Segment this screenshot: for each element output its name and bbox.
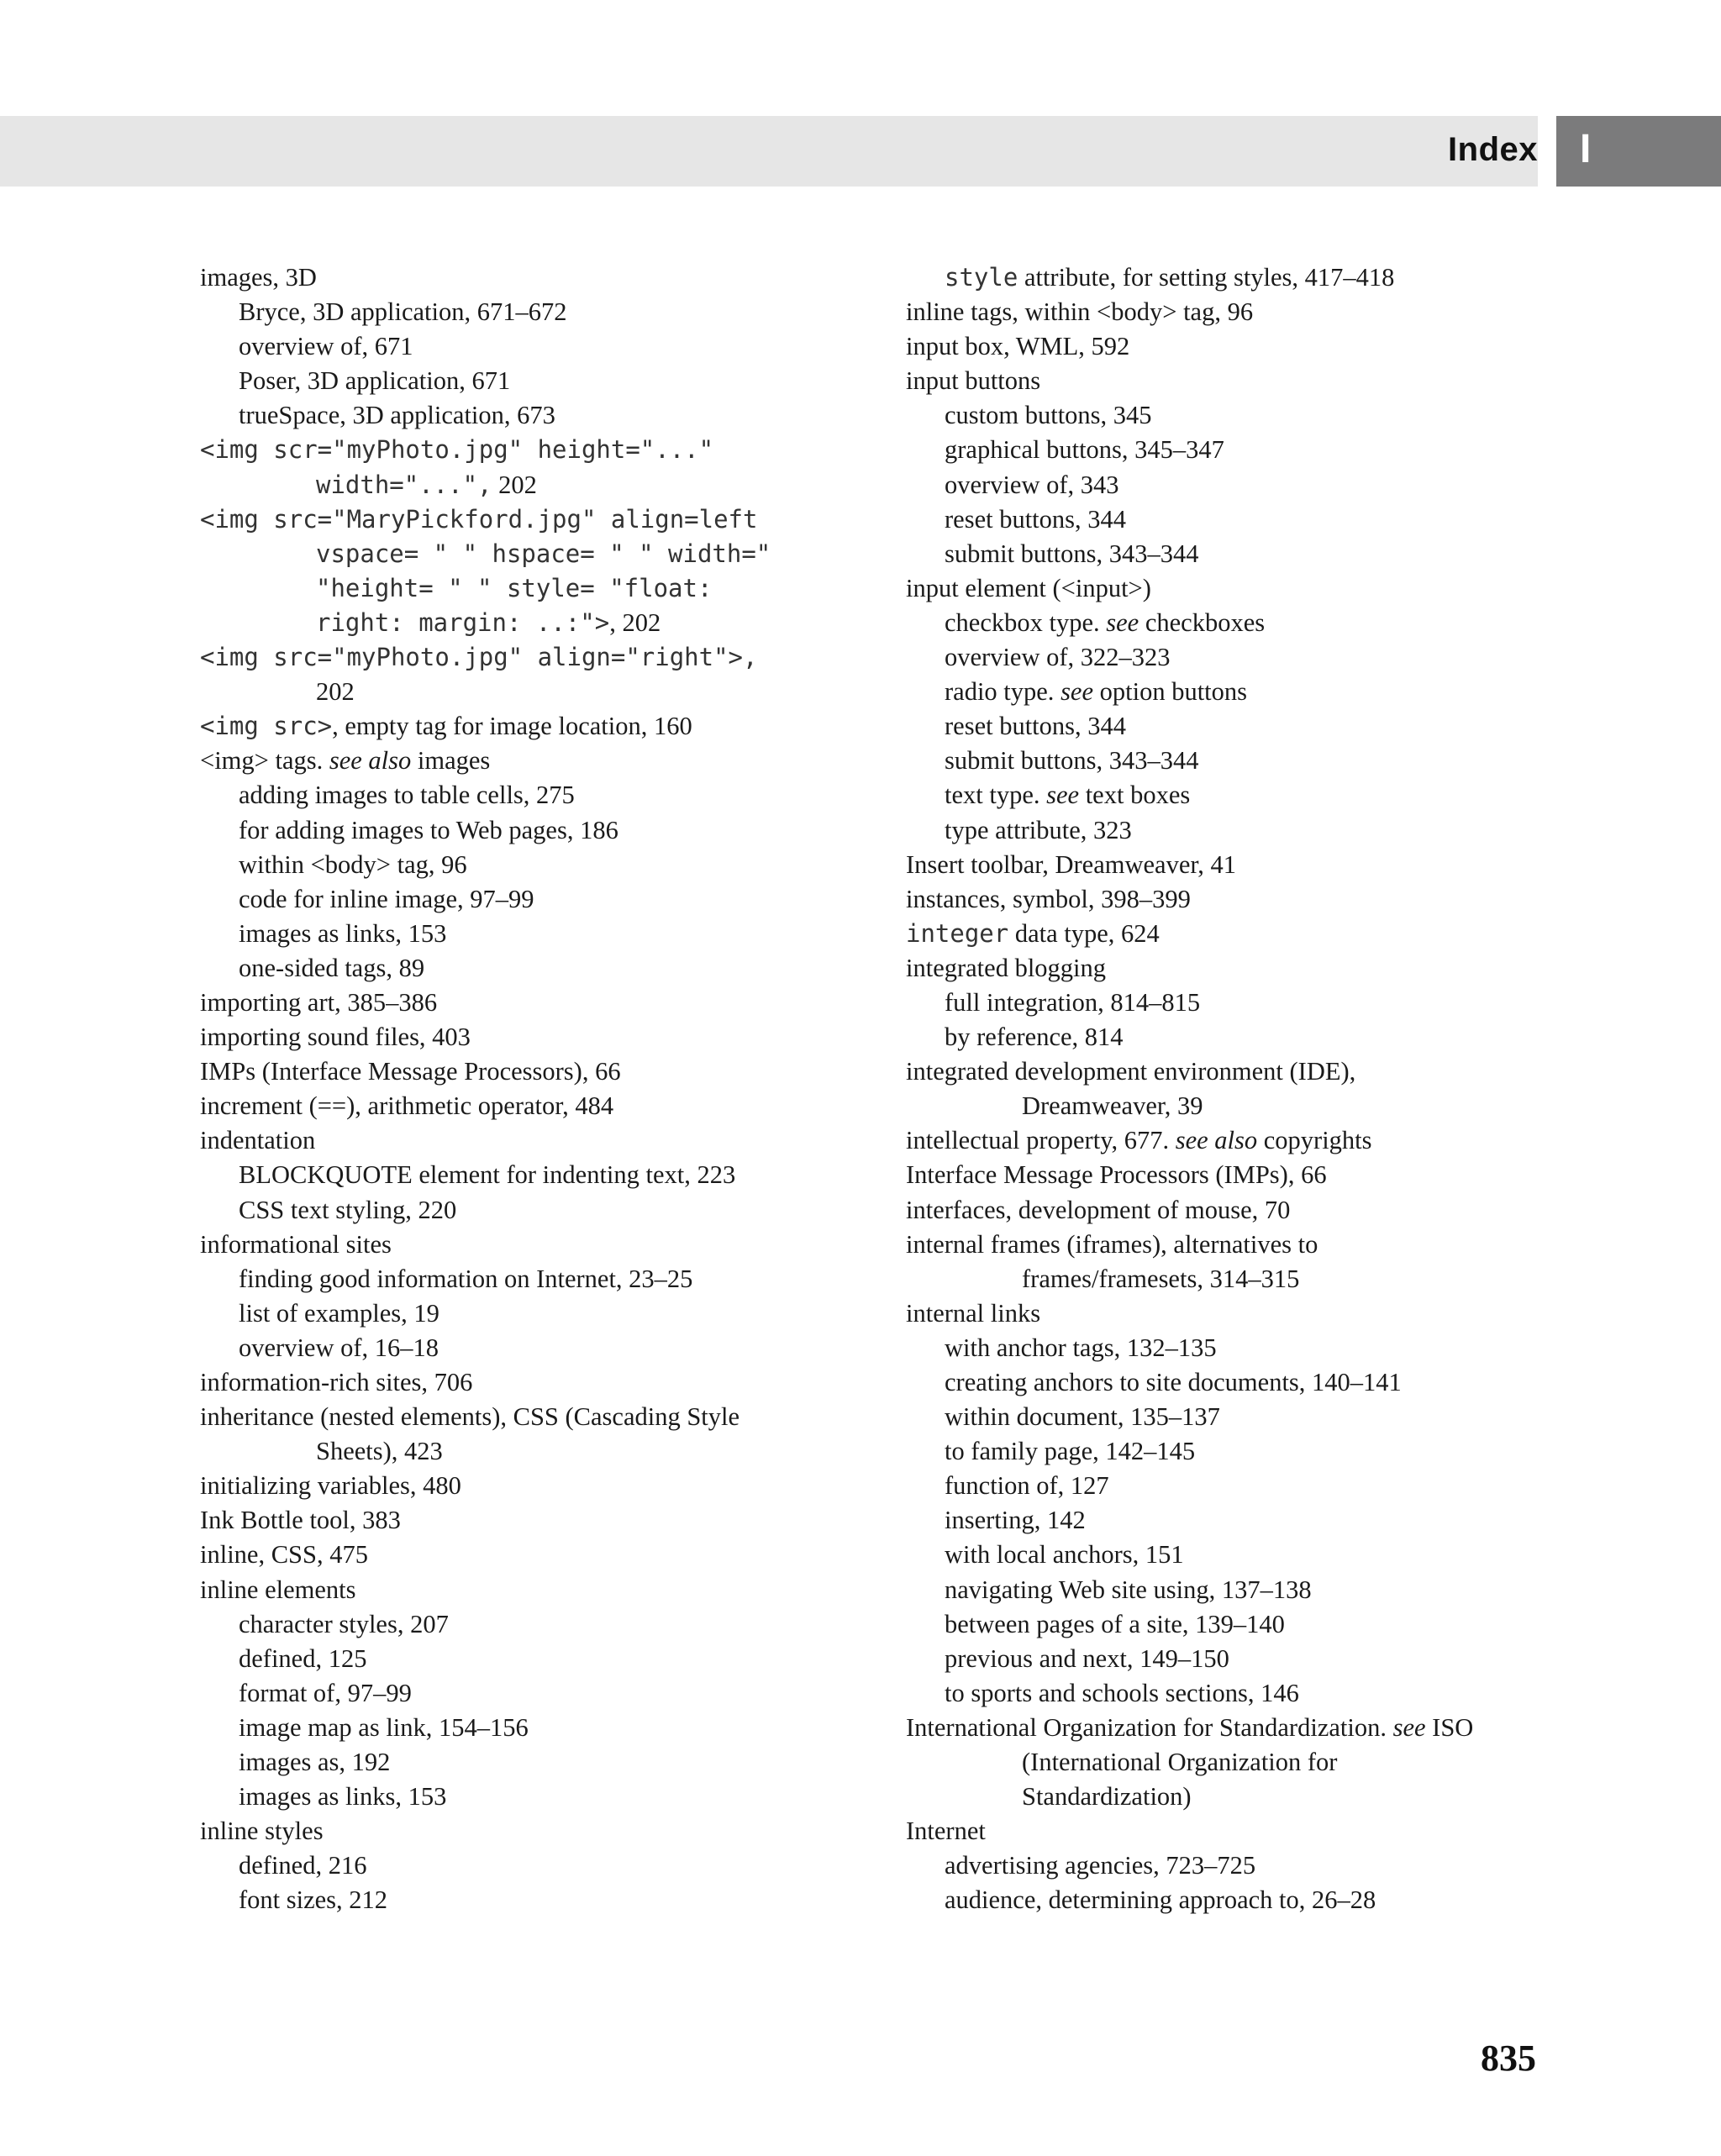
index-subentry: between pages of a site, 139–140 bbox=[945, 1609, 1285, 1638]
index-subentry: Poser, 3D application, 671 bbox=[239, 366, 511, 396]
index-entry bbox=[200, 709, 889, 744]
index-entry bbox=[200, 433, 889, 467]
index-column-right bbox=[906, 260, 1545, 1918]
index-entry: inline, CSS, 475 bbox=[200, 1540, 368, 1570]
entry-text: intellectual property, 677. bbox=[906, 1126, 1176, 1155]
index-subentry: defined, 125 bbox=[239, 1643, 367, 1673]
see-ref: see bbox=[1046, 781, 1080, 810]
index-subentry: BLOCKQUOTE element for indenting text, 223 bbox=[239, 1160, 736, 1190]
index-subentry: adding images to table cells, 275 bbox=[239, 781, 575, 810]
entry-text: , 202 bbox=[609, 607, 661, 637]
index-subentry: images as links, 153 bbox=[239, 1782, 447, 1812]
index-subentry: audience, determining approach to, 26–28 bbox=[945, 1885, 1376, 1915]
index-entry-continuation: frames/framesets, 314–315 bbox=[1022, 1264, 1300, 1293]
index-subentry: creating anchors to site documents, 140–141 bbox=[945, 1368, 1402, 1396]
entry-text: attribute, for setting styles, 417–418 bbox=[1018, 263, 1395, 292]
index-subentry: graphical buttons, 345–347 bbox=[945, 435, 1224, 465]
index-entry: increment (==), arithmetic operator, 484 bbox=[200, 1091, 614, 1121]
index-subentry: defined, 216 bbox=[239, 1851, 367, 1880]
index-subentry: reset buttons, 344 bbox=[945, 504, 1127, 534]
index-subentry: full integration, 814–815 bbox=[945, 987, 1201, 1017]
index-subentry: overview of, 322–323 bbox=[945, 643, 1171, 672]
entry-text: data type, 624 bbox=[1008, 918, 1160, 948]
entry-text: text boxes bbox=[1079, 781, 1191, 810]
index-subentry: advertising agencies, 723–725 bbox=[945, 1851, 1256, 1880]
entry-text: , empty tag for image location, 160 bbox=[332, 712, 692, 741]
index-subentry: character styles, 207 bbox=[239, 1609, 449, 1638]
index-entry: interfaces, development of mouse, 70 bbox=[906, 1195, 1291, 1224]
index-subentry: with anchor tags, 132–135 bbox=[945, 1333, 1217, 1362]
section-letter-tab bbox=[1556, 116, 1721, 187]
index-entry: inline styles bbox=[200, 1817, 324, 1846]
index-entry: inline elements bbox=[200, 1575, 356, 1604]
index-entry-continuation bbox=[200, 571, 889, 606]
index-entry: input element (<input>) bbox=[906, 573, 1151, 602]
index-subentry: previous and next, 149–150 bbox=[945, 1643, 1229, 1673]
code-term: vspace= " " hspace= " " width=" bbox=[316, 539, 771, 568]
index-entry: importing sound files, 403 bbox=[200, 1023, 471, 1052]
index-entry-continuation bbox=[200, 537, 889, 571]
index-subentry: overview of, 343 bbox=[945, 470, 1119, 499]
entry-text: International Organization for Standardization. bbox=[906, 1712, 1393, 1742]
index-entry-continuation bbox=[200, 606, 889, 640]
index-entry: Ink Bottle tool, 383 bbox=[200, 1506, 401, 1535]
entry-text: 202 bbox=[492, 470, 537, 499]
index-subentry: images as, 192 bbox=[239, 1748, 391, 1777]
index-subentry: with local anchors, 151 bbox=[945, 1540, 1184, 1570]
index-entry-continuation bbox=[200, 468, 889, 502]
page-number: 835 bbox=[1481, 2038, 1536, 2079]
index-subentry: type attribute, 323 bbox=[945, 815, 1132, 844]
index-entry bbox=[200, 502, 889, 537]
index-entry: integrated blogging bbox=[906, 953, 1107, 982]
index-subentry: overview of, 16–18 bbox=[239, 1333, 439, 1362]
index-entry: internal frames (iframes), alternatives to bbox=[906, 1229, 1318, 1259]
index-subentry: within <body> tag, 96 bbox=[239, 849, 467, 879]
index-entry: importing art, 385–386 bbox=[200, 987, 438, 1017]
index-subentry: code for inline image, 97–99 bbox=[239, 884, 534, 913]
entry-text: ISO bbox=[1425, 1712, 1474, 1742]
index-subentry: finding good information on Internet, 23–25 bbox=[239, 1264, 693, 1293]
see-ref: see bbox=[1060, 677, 1094, 707]
index-subentry: submit buttons, 343–344 bbox=[945, 746, 1199, 776]
index-entry-continuation: Standardization) bbox=[1022, 1782, 1192, 1812]
entry-text: text type. bbox=[945, 781, 1047, 810]
index-entry bbox=[906, 917, 1545, 951]
index-entry: Interface Message Processors (IMPs), 66 bbox=[906, 1160, 1327, 1190]
index-entry: input buttons bbox=[906, 366, 1041, 396]
header-band bbox=[0, 116, 1538, 187]
index-subentry: list of examples, 19 bbox=[239, 1298, 439, 1328]
index-entry: internal links bbox=[906, 1298, 1041, 1328]
index-subentry bbox=[906, 778, 1545, 812]
index-entry: informational sites bbox=[200, 1229, 392, 1259]
entry-text: checkboxes bbox=[1139, 607, 1266, 637]
index-subentry: to sports and schools sections, 146 bbox=[945, 1678, 1299, 1707]
entry-text: images bbox=[411, 746, 491, 776]
index-subentry: overview of, 671 bbox=[239, 332, 413, 361]
code-term: <img src> bbox=[200, 712, 333, 741]
index-entry bbox=[200, 640, 889, 675]
section-title: Index bbox=[1448, 131, 1538, 168]
index-entry: instances, symbol, 398–399 bbox=[906, 884, 1191, 913]
entry-text: <img> tags. bbox=[200, 746, 329, 776]
index-subentry: by reference, 814 bbox=[945, 1023, 1124, 1052]
index-subentry: CSS text styling, 220 bbox=[239, 1195, 457, 1224]
code-term: integer bbox=[906, 918, 1009, 948]
code-term: right: margin: ..:"> bbox=[316, 607, 610, 637]
index-subentry: within document, 135–137 bbox=[945, 1402, 1220, 1432]
code-term: <img scr="myPhoto.jpg" height="..." bbox=[200, 435, 714, 465]
index-entry: information-rich sites, 706 bbox=[200, 1368, 473, 1396]
section-letter: I bbox=[1580, 127, 1592, 171]
index-subentry bbox=[906, 260, 1545, 295]
code-term: "height= " " style= "float: bbox=[316, 573, 713, 602]
code-term: <img src="myPhoto.jpg" align="right">, bbox=[200, 643, 758, 672]
index-subentry: image map as link, 154–156 bbox=[239, 1712, 529, 1742]
see-ref: see bbox=[1106, 607, 1139, 637]
index-entry bbox=[200, 744, 889, 778]
index-entry-continuation: Sheets), 423 bbox=[316, 1437, 443, 1466]
index-entry: Insert toolbar, Dreamweaver, 41 bbox=[906, 849, 1237, 879]
entry-text: checkbox type. bbox=[945, 607, 1107, 637]
code-term: width="...", bbox=[316, 470, 492, 499]
see-ref: see bbox=[1392, 1712, 1426, 1742]
entry-text: copyrights bbox=[1257, 1126, 1372, 1155]
index-subentry: one-sided tags, 89 bbox=[239, 953, 425, 982]
index-subentry: submit buttons, 343–344 bbox=[945, 539, 1199, 568]
index-column-left bbox=[200, 260, 889, 1918]
index-subentry: trueSpace, 3D application, 673 bbox=[239, 401, 555, 430]
index-subentry bbox=[906, 675, 1545, 709]
index-entry: inheritance (nested elements), CSS (Cascading Style bbox=[200, 1402, 740, 1432]
index-subentry: function of, 127 bbox=[945, 1471, 1109, 1501]
index-subentry: Bryce, 3D application, 671–672 bbox=[239, 297, 567, 327]
code-term: style bbox=[945, 263, 1018, 292]
see-also-ref: see also bbox=[1175, 1126, 1258, 1155]
index-entry: indentation bbox=[200, 1126, 316, 1155]
index-subentry bbox=[906, 606, 1545, 640]
index-subentry: inserting, 142 bbox=[945, 1506, 1086, 1535]
index-subentry: images as links, 153 bbox=[239, 918, 447, 948]
see-also-ref: see also bbox=[329, 746, 412, 776]
entry-text: radio type. bbox=[945, 677, 1061, 707]
index-entry-continuation: Dreamweaver, 39 bbox=[1022, 1091, 1203, 1121]
index-entry bbox=[906, 1123, 1545, 1158]
index-entry: inline tags, within <body> tag, 96 bbox=[906, 297, 1254, 327]
index-entry: initializing variables, 480 bbox=[200, 1471, 461, 1501]
index-entry: Internet bbox=[906, 1817, 986, 1846]
index-subentry: for adding images to Web pages, 186 bbox=[239, 815, 618, 844]
entry-text: option buttons bbox=[1093, 677, 1248, 707]
index-entry: input box, WML, 592 bbox=[906, 332, 1130, 361]
index-entry: images, 3D bbox=[200, 263, 317, 292]
index-entry-continuation: 202 bbox=[316, 677, 355, 707]
index-subentry: reset buttons, 344 bbox=[945, 712, 1127, 741]
index-subentry: format of, 97–99 bbox=[239, 1678, 412, 1707]
index-subentry: navigating Web site using, 137–138 bbox=[945, 1575, 1312, 1604]
index-entry: IMPs (Interface Message Processors), 66 bbox=[200, 1057, 621, 1086]
index-entry: integrated development environment (IDE), bbox=[906, 1057, 1356, 1086]
index-subentry: font sizes, 212 bbox=[239, 1885, 388, 1915]
index-entry bbox=[906, 1711, 1545, 1745]
code-term: <img src="MaryPickford.jpg" align=left bbox=[200, 504, 758, 534]
index-subentry: to family page, 142–145 bbox=[945, 1437, 1196, 1466]
index-subentry: custom buttons, 345 bbox=[945, 401, 1152, 430]
index-entry-continuation: (International Organization for bbox=[1022, 1748, 1338, 1777]
